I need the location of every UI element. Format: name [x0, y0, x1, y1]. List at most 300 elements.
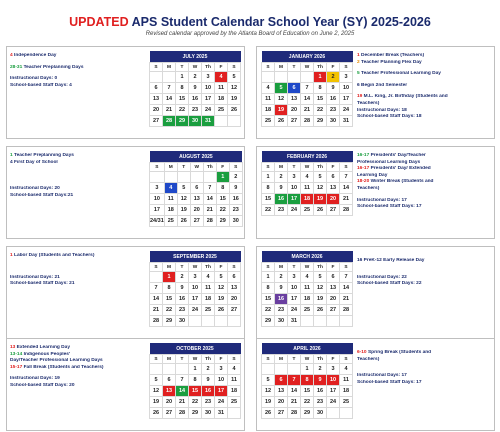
note-line [10, 376, 145, 383]
note-line [357, 60, 491, 67]
day-cell: 16 [314, 386, 327, 397]
empty-day-cell [164, 172, 177, 183]
day-cell: 17 [340, 94, 353, 105]
day-cell: 25 [228, 397, 241, 408]
month-panel [256, 246, 495, 339]
weekday-label: M [275, 355, 288, 364]
day-cell: 22 [176, 105, 189, 116]
note-date: 5 [357, 71, 362, 77]
note-line [10, 365, 145, 372]
month-notes [10, 153, 145, 199]
weekday-label: W [189, 263, 202, 272]
note-text: M.L. King, Jr. Birthday (Students and [363, 94, 448, 100]
day-cell: 23 [314, 397, 327, 408]
day-cell: 18 [164, 205, 177, 216]
day-cell: 11 [301, 283, 314, 294]
day-cell: 6 [150, 83, 163, 94]
day-cell: 21 [301, 105, 314, 116]
note-date: 1 [357, 53, 362, 58]
month-panel [256, 338, 495, 431]
week-row [262, 397, 353, 408]
note-line [357, 275, 491, 282]
day-cell: 26 [314, 205, 327, 216]
day-cell: 25 [215, 105, 228, 116]
month-calendar [261, 251, 353, 327]
week-row [262, 272, 353, 283]
month-notes [10, 253, 145, 288]
week-row [150, 83, 241, 94]
note-text: December Break (Teachers) [361, 53, 425, 58]
empty-day-cell [275, 72, 288, 83]
day-cell: 25 [301, 305, 314, 316]
day-cell: 28 [176, 408, 189, 419]
week-row [262, 305, 353, 316]
note-line [357, 71, 491, 78]
empty-day-cell [301, 72, 314, 83]
empty-day-cell [327, 408, 340, 419]
note-text: Begin 2nd Semester [361, 82, 408, 88]
day-cell: 17 [327, 386, 340, 397]
day-cell: 21 [176, 397, 189, 408]
month-calendar [149, 151, 243, 227]
day-cell: 28 [203, 216, 216, 227]
day-cell: 5 [262, 375, 275, 386]
empty-day-cell [150, 172, 165, 183]
day-cell: 16 [202, 386, 215, 397]
day-cell: 27 [163, 408, 176, 419]
day-cell: 3 [340, 72, 353, 83]
week-row [150, 172, 243, 183]
note-line [10, 83, 145, 90]
day-cell: 28 [288, 408, 301, 419]
day-cell: 1 [189, 364, 202, 375]
day-cell: 17 [288, 194, 301, 205]
day-cell: 19 [215, 294, 228, 305]
note-text: School-based Staff Days: 22 [357, 281, 422, 287]
day-cell: 29 [301, 408, 314, 419]
week-row [150, 183, 243, 194]
note-text: School-based Staff Days:21 [10, 192, 74, 198]
weekday-label: W [301, 163, 314, 172]
weekday-label: M [163, 63, 176, 72]
day-cell: 4 [164, 183, 177, 194]
day-cell: 14 [163, 94, 176, 105]
note-text: Teachers) [357, 356, 380, 362]
day-cell: 18 [262, 105, 275, 116]
day-cell: 18 [215, 94, 228, 105]
day-cell: 30 [176, 316, 189, 327]
day-cell: 4 [301, 272, 314, 283]
day-cell: 5 [275, 83, 288, 94]
empty-day-cell [189, 316, 202, 327]
week-row [150, 397, 241, 408]
day-cell: 7 [288, 375, 301, 386]
day-cell: 27 [190, 216, 203, 227]
weekday-label: S [150, 63, 163, 72]
day-cell: 19 [314, 294, 327, 305]
weekday-label: S [150, 263, 163, 272]
day-cell: 8 [189, 375, 202, 386]
day-cell: 24/31 [150, 216, 165, 227]
note-line [10, 352, 145, 359]
day-cell: 20 [288, 105, 301, 116]
day-cell: 14 [340, 183, 353, 194]
empty-day-cell [215, 316, 228, 327]
note-date: 6 [357, 82, 362, 88]
week-row [150, 316, 241, 327]
day-cell: 10 [327, 375, 340, 386]
weekday-label: F [215, 263, 228, 272]
day-cell: 10 [288, 183, 301, 194]
day-cell: 1 [176, 72, 189, 83]
day-cell: 21 [163, 105, 176, 116]
weekday-label: S [262, 63, 275, 72]
weekday-label: W [301, 263, 314, 272]
day-cell: 6 [327, 272, 340, 283]
note-date: 6-10 [357, 350, 368, 355]
empty-day-cell [288, 364, 301, 375]
day-cell: 24 [202, 105, 215, 116]
day-cell: 14 [288, 386, 301, 397]
note-text: Teachers) [357, 100, 380, 106]
weekday-label: W [301, 63, 314, 72]
note-date: 13-14 [10, 351, 24, 357]
day-cell: 22 [216, 205, 229, 216]
day-cell: 6 [288, 83, 301, 94]
day-cell: 3 [202, 72, 215, 83]
month-title: OCTOBER 2025 [150, 343, 241, 355]
note-text: School-based Staff Days: 21 [10, 281, 75, 287]
day-cell: 24 [215, 397, 228, 408]
day-cell: 13 [327, 183, 340, 194]
day-cell: 24 [327, 397, 340, 408]
day-cell: 23 [189, 105, 202, 116]
empty-day-cell [262, 364, 275, 375]
day-cell: 13 [288, 94, 301, 105]
page-subtitle: Revised calendar approved by the Atlanta Board of Education on June 2, 2025 [145, 31, 355, 37]
note-line [10, 383, 145, 390]
week-row [262, 194, 353, 205]
day-cell: 30 [229, 216, 242, 227]
weekday-label: S [340, 263, 353, 272]
day-cell: 7 [163, 83, 176, 94]
weekday-label: S [150, 355, 163, 364]
note-text: School-based Staff Days: 17 [357, 379, 422, 385]
note-text: School-based Staff Days: 20 [10, 382, 75, 388]
weekday-label: S [150, 163, 165, 172]
week-row [262, 72, 353, 83]
day-cell: 19 [228, 94, 241, 105]
day-cell: 25 [202, 305, 215, 316]
day-cell: 4 [228, 364, 241, 375]
month-calendar [149, 251, 241, 327]
note-text: School-based Staff Days: 18 [357, 114, 422, 120]
empty-day-cell [275, 364, 288, 375]
weekday-label: F [327, 163, 340, 172]
note-text: School-based Staff Days: 17 [357, 204, 422, 210]
day-cell: 29 [163, 316, 176, 327]
day-cell: 4 [340, 364, 353, 375]
day-cell: 11 [215, 83, 228, 94]
note-line [357, 198, 491, 205]
month-panel [256, 146, 495, 239]
weekday-label: W [190, 163, 203, 172]
day-cell: 4 [262, 83, 275, 94]
weekday-label: Th [202, 263, 215, 272]
weekday-label: Th [202, 355, 215, 364]
day-cell: 26 [215, 305, 228, 316]
note-text: Indigenous Peoples' [23, 351, 71, 357]
empty-day-cell [288, 72, 301, 83]
weekday-label: M [275, 163, 288, 172]
note-line [10, 275, 145, 282]
day-cell: 8 [301, 375, 314, 386]
day-cell: 5 [314, 272, 327, 283]
empty-day-cell [190, 172, 203, 183]
day-cell: 28 [150, 316, 163, 327]
weekday-label: S [262, 355, 275, 364]
day-cell: 9 [275, 283, 288, 294]
month-title: FEBRUARY 2026 [262, 151, 353, 163]
day-cell: 1 [301, 364, 314, 375]
weekday-label: T [176, 355, 189, 364]
empty-day-cell [150, 272, 163, 283]
month-title: JULY 2025 [150, 51, 241, 63]
week-row [150, 194, 243, 205]
day-cell: 7 [340, 172, 353, 183]
day-cell: 15 [189, 386, 202, 397]
note-line [10, 53, 145, 60]
note-text: Fall Break (Students and Teachers) [23, 364, 104, 370]
day-cell: 2 [275, 172, 288, 183]
day-cell: 23 [202, 397, 215, 408]
week-row [262, 183, 353, 194]
day-cell: 15 [301, 386, 314, 397]
day-cell: 20 [327, 194, 340, 205]
note-text: Instructional Days: 22 [357, 274, 407, 280]
day-cell: 10 [340, 83, 353, 94]
note-line [10, 160, 145, 167]
note-text: PreK-12 Early Release Day [363, 258, 425, 263]
day-cell: 19 [177, 205, 190, 216]
weekday-label: Th [314, 63, 327, 72]
month-calendar [261, 151, 353, 216]
note-line [357, 94, 491, 101]
week-row [262, 172, 353, 183]
month-notes [10, 345, 145, 390]
note-line [357, 281, 491, 288]
day-cell: 21 [203, 205, 216, 216]
day-cell: 14 [150, 294, 163, 305]
day-cell: 21 [340, 294, 353, 305]
day-cell: 28 [340, 305, 353, 316]
day-cell: 23 [275, 305, 288, 316]
week-row [262, 316, 353, 327]
day-cell: 27 [150, 116, 163, 127]
weekday-label: S [340, 63, 353, 72]
empty-day-cell [150, 364, 163, 375]
day-cell: 31 [215, 408, 228, 419]
week-row [150, 94, 241, 105]
note-line [10, 193, 145, 200]
day-cell: 3 [150, 183, 165, 194]
day-cell: 30 [189, 116, 202, 127]
note-line [357, 350, 491, 357]
day-cell: 15 [314, 94, 327, 105]
note-date: 16-17 [357, 166, 371, 172]
day-cell: 30 [327, 116, 340, 127]
empty-day-cell [314, 316, 327, 327]
week-row [262, 364, 353, 375]
weekday-label: Th [203, 163, 216, 172]
day-cell: 6 [228, 272, 241, 283]
month-title: JANUARY 2026 [262, 51, 353, 63]
note-text: First Day of School [14, 159, 58, 165]
month-title: AUGUST 2025 [150, 151, 243, 163]
day-cell: 8 [176, 83, 189, 94]
week-row [150, 216, 243, 227]
note-date: 2 [357, 59, 362, 65]
empty-day-cell [228, 408, 241, 419]
note-line [10, 281, 145, 288]
day-cell: 21 [288, 397, 301, 408]
weekday-label: T [176, 263, 189, 272]
day-cell: 27 [275, 408, 288, 419]
day-cell: 6 [163, 375, 176, 386]
day-cell: 23 [327, 105, 340, 116]
note-line [10, 186, 145, 193]
month-calendar [261, 51, 353, 127]
note-text: Presidents' Day/Teacher [370, 153, 426, 158]
note-text: Extended Learning Day [16, 345, 70, 350]
day-cell: 20 [163, 397, 176, 408]
day-cell: 19 [314, 194, 327, 205]
day-cell: 17 [215, 386, 228, 397]
week-row [150, 386, 241, 397]
day-cell: 23 [229, 205, 242, 216]
empty-day-cell [340, 408, 353, 419]
month-notes [357, 153, 491, 211]
day-cell: 12 [228, 83, 241, 94]
note-text: Professional Learning Days [357, 159, 421, 165]
day-cell: 12 [150, 386, 163, 397]
day-cell: 24 [189, 305, 202, 316]
day-cell: 10 [288, 283, 301, 294]
day-cell: 8 [216, 183, 229, 194]
empty-day-cell [262, 72, 275, 83]
day-cell: 5 [150, 375, 163, 386]
week-row [262, 105, 353, 116]
weekday-label: T [288, 263, 301, 272]
day-cell: 13 [228, 283, 241, 294]
day-cell: 9 [314, 375, 327, 386]
day-cell: 19 [262, 397, 275, 408]
note-text: Teachers) [357, 185, 380, 191]
day-cell: 12 [275, 94, 288, 105]
day-cell: 20 [327, 294, 340, 305]
note-text: Spring Break (Students and [367, 350, 432, 355]
day-cell: 8 [262, 283, 275, 294]
day-cell: 19 [150, 397, 163, 408]
day-cell: 13 [327, 283, 340, 294]
day-cell: 27 [288, 116, 301, 127]
month-notes [357, 53, 491, 121]
day-cell: 28 [340, 205, 353, 216]
day-cell: 25 [340, 397, 353, 408]
note-date: 4 [10, 159, 15, 165]
day-cell: 15 [262, 194, 275, 205]
note-line [10, 345, 145, 352]
day-cell: 31 [288, 316, 301, 327]
note-text: Labor Day (Students and Teachers) [14, 253, 95, 258]
day-cell: 8 [163, 283, 176, 294]
day-cell: 7 [340, 272, 353, 283]
day-cell: 6 [275, 375, 288, 386]
day-cell: 1 [314, 72, 327, 83]
week-row [150, 72, 241, 83]
note-line [357, 83, 491, 90]
note-text: Independence Day [14, 53, 57, 58]
month-panel [6, 338, 245, 431]
weekday-label: F [215, 63, 228, 72]
day-cell: 4 [202, 272, 215, 283]
day-cell: 27 [228, 305, 241, 316]
day-cell: 9 [176, 283, 189, 294]
month-calendar [261, 343, 353, 419]
weekday-label: Th [314, 263, 327, 272]
day-cell: 16 [189, 94, 202, 105]
day-cell: 26 [150, 408, 163, 419]
day-cell: 2 [327, 72, 340, 83]
note-text: Instructional Days: 17 [357, 197, 407, 203]
day-cell: 2 [176, 272, 189, 283]
note-text: Instructional Days: 18 [357, 107, 407, 113]
week-row [150, 294, 241, 305]
note-text: Presidents' Day/ Extended [370, 166, 431, 172]
day-cell: 3 [215, 364, 228, 375]
day-cell: 20 [275, 397, 288, 408]
month-panel [256, 46, 495, 139]
weekday-label: W [189, 355, 202, 364]
note-line [357, 380, 491, 387]
day-cell: 26 [314, 305, 327, 316]
day-cell: 29 [314, 116, 327, 127]
month-panel [6, 246, 245, 339]
day-cell: 12 [215, 283, 228, 294]
day-cell: 7 [203, 183, 216, 194]
day-cell: 27 [327, 205, 340, 216]
empty-day-cell [150, 72, 163, 83]
note-line [10, 76, 145, 83]
weekday-label: T [176, 63, 189, 72]
weekday-label: S [340, 355, 353, 364]
weekday-label: M [164, 163, 177, 172]
week-row [262, 83, 353, 94]
weekday-label: F [327, 263, 340, 272]
month-title: MARCH 2026 [262, 251, 353, 263]
day-cell: 1 [262, 172, 275, 183]
weekday-label: M [163, 355, 176, 364]
weekday-label: S [340, 163, 353, 172]
month-title: APRIL 2026 [262, 343, 353, 355]
empty-day-cell [301, 316, 314, 327]
day-cell: 24 [340, 105, 353, 116]
month-calendar [149, 51, 241, 127]
day-cell: 16 [275, 294, 288, 305]
weekday-label: W [301, 355, 314, 364]
note-date: 28-31 [10, 64, 24, 70]
day-cell: 19 [275, 105, 288, 116]
